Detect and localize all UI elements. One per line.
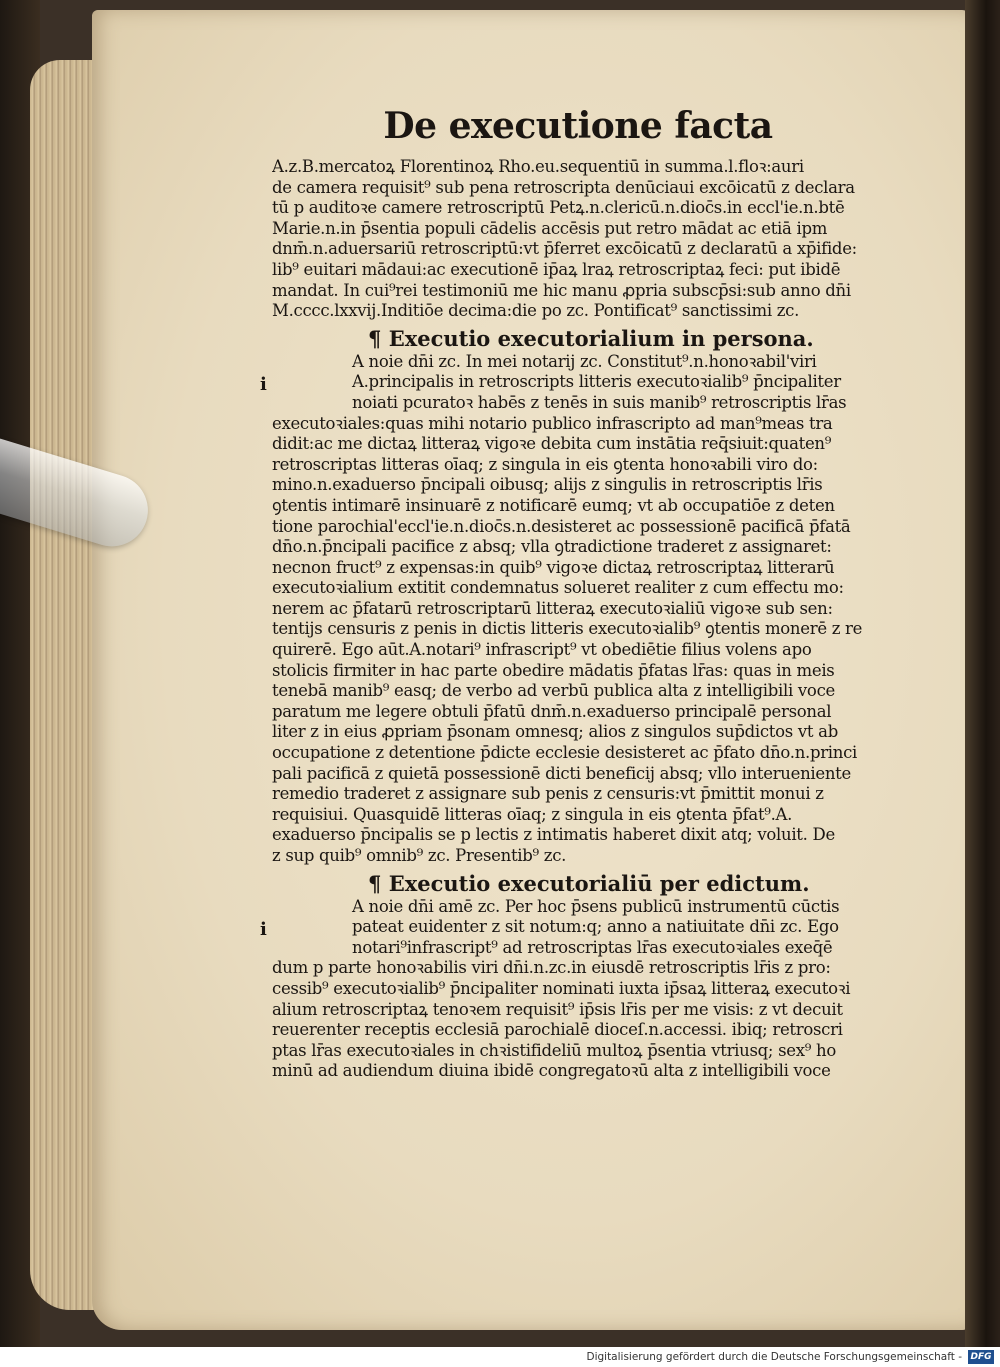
- text-line: requisiui. Quasquidē litteras oīaq; z singula in eis ꝯtenta p̄fat⁹.A.: [272, 804, 793, 824]
- text-line: cessib⁹ executoꝛialib⁹ p̄ncipaliter nominati iuxta ip̄saꝝ litteraꝝ executoꝛi: [272, 978, 851, 998]
- paragraph-3: [260, 896, 884, 1082]
- text-line: tenebā manib⁹ easq; de verbo ad verbū publica alta z intelligibili voce: [272, 681, 835, 701]
- text-line: reuerenter receptis ecclesiā parochialē dioceſ.n.accessi. ibiq; retroscri: [272, 1020, 843, 1040]
- text-line: pateat euidenter z sit notum:q; anno a natiuitate dn̄i zc. Ego: [352, 917, 839, 937]
- text-line: dn̄o.n.p̄ncipali pacifice z absq; vlla ꝯtradictione traderet z assignaret:: [272, 537, 832, 557]
- text-line: liter z in eius ꝓpriam p̄sonam omnesq; alios z singulos sup̄dictos vt ab: [272, 722, 838, 742]
- text-line: lib⁹ euitari mādaui:ac executionē ip̄aꝝ lraꝝ retroscriptaꝝ feci: put ibidē: [272, 259, 841, 279]
- page-stack-edges: [30, 60, 100, 1310]
- section-heading-2-text: Executio executorialiū per edictum.: [388, 870, 810, 896]
- text-line: Marie.n.in p̄sentia populi cādelis accēsis put retro mādat ac etiā ipm: [272, 218, 828, 238]
- text-line: executoꝛiales:quas mihi notario publico infrascripto ad man⁹meas tra: [272, 413, 833, 433]
- section-heading-1: [272, 326, 884, 352]
- dfg-logo: DFG: [968, 1350, 994, 1364]
- text-line: pali pacificā z quietā possessionē dicti beneficij absq; vllo interueniente: [272, 763, 851, 783]
- lombard-initial-1: i: [260, 373, 267, 395]
- text-line: tione parochial'eccl'ie.n.dioc̄s.n.desisteret ac possessionē pacificā p̄fatā: [272, 516, 851, 536]
- text-line: A noie dn̄i zc. In mei notarij zc. Constitut⁹.n.honoꝛabil'viri: [352, 351, 817, 371]
- text-line: retroscriptas litteras oīaq; z singula in eis ꝯtenta honoꝛabili viro do:: [272, 454, 818, 474]
- lombard-initial-2: i: [260, 918, 267, 940]
- text-line: mino.n.exaduerso p̄ncipali oibusq; alijs z singulis in retroscriptis lr̄is: [272, 475, 823, 495]
- text-line: A.principalis in retroscript̄s litteris executoꝛialib⁹ p̄ncipaliter: [352, 372, 841, 392]
- footer-bar: [0, 1347, 1000, 1367]
- text-line: mandat. In cui⁹rei testimoniū me hic manu ꝓpria subscp̄si:sub anno dn̄i: [272, 280, 851, 300]
- text-line: dum p parte honoꝛabilis viri dn̄i.n.zc.in eiusdē retroscriptis lr̄is z pro:: [272, 958, 831, 978]
- text-line: ꝯtentis intimarē insinuarē z notificarē eumq; vt ab occupatiōe z deten: [272, 495, 835, 515]
- paragraph-2: [260, 351, 884, 867]
- text-line: de camera requisit⁹ sub pena retroscripta denūciaui excōicatū z declara: [272, 177, 855, 197]
- text-line: noiati pcuratoꝛ habēs z tenēs in suis manib⁹ retroscriptis lr̄as: [352, 392, 847, 412]
- text-line: A noie dn̄i amē zc. Per hoc p̄sens publicū instrumentū cūctis: [352, 896, 840, 916]
- text-line: M.cccc.lxxvij.Inditiōe decima:die po zc. Pontificat⁹ sanctissimi zc.: [272, 301, 800, 321]
- footer-credit: Digitalisierung gefördert durch die Deutsche Forschungsgemeinschaft -: [586, 1351, 962, 1363]
- running-head: De executione facta: [383, 105, 773, 147]
- text-line: occupatione z detentione p̄dicte ecclesie desisteret ac p̄fato dn̄o.n.princi: [272, 743, 858, 763]
- text-line: paratum me legere obtuli p̄fatū dnm̄.n.exaduerso principalē personal: [272, 701, 832, 721]
- text-line: quirerē. Ego aūt.A.notari⁹ infrascript⁹ vt obediētie filius volens apo: [272, 640, 812, 660]
- book-gutter: [965, 0, 1000, 1347]
- text-line: dnm̄.n.aduersariū retroscriptū:vt p̄ferret excōicatū z declaratū a xp̄ifide:: [272, 239, 857, 259]
- page-text: [260, 105, 884, 1082]
- text-line: alium retroscriptaꝝ tenoꝛem requisit⁹ ip̄sis lr̄is per me visis: z vt decuit: [272, 999, 843, 1019]
- text-line: executoꝛialium extitit condemnatus solueret realiter z cum effectu mo:: [272, 578, 844, 598]
- text-line: z sup quib⁹ omnib⁹ zc. Presentib⁹ zc.: [272, 846, 567, 865]
- text-line: tū p auditoꝛe camere retroscriptū Petꝝ.n.clericū.n.dioc̄s.in eccl'ie.n.btē: [272, 198, 845, 218]
- text-line: nerem ac p̄fatarū retroscriptarū litteraꝝ executoꝛialiū vigoꝛe sub sen:: [272, 598, 833, 618]
- section-heading-1-text: Executio executorialium in persona.: [388, 325, 814, 351]
- text-line: stolicis firmiter in hac parte obedire mādatis p̄fatas lr̄as: quas in meis: [272, 660, 835, 680]
- text-line: necnon fruct⁹ z expensas:in quib⁹ vigoꝛe dictaꝝ retroscriptaꝝ litterarū: [272, 557, 835, 577]
- text-line: A.z.B.mercatoꝝ Florentinoꝝ Rho.eu.sequentiū in summa.l.floꝛ:auri: [272, 157, 804, 176]
- text-line: minū ad audiendum diuina ibidē congregatoꝛū alta z intelligibili voce: [272, 1061, 831, 1081]
- section-heading-2: [272, 871, 884, 897]
- paragraph-1: [272, 157, 884, 322]
- text-line: ptas lr̄as executoꝛiales in chꝛistifideliū multoꝝ p̄sentia vtriusq; sex⁹ ho: [272, 1040, 836, 1060]
- pilcrow-mark: ¶: [368, 325, 382, 351]
- text-line: exaduerso p̄ncipalis se p lectis z intimatis haberet dixit atq; voluit. De: [272, 825, 835, 845]
- text-line: remedio traderet z assignare sub penis z censuris:vt p̄mittit monui z: [272, 784, 824, 804]
- text-line: didit:ac me dictaꝝ litteraꝝ vigoꝛe debita cum instātia req̄siuit:quaten⁹: [272, 434, 832, 454]
- text-line: notari⁹infrascript⁹ ad retroscriptas lr̄as executoꝛiales exeq̄ē: [352, 937, 833, 957]
- pilcrow-mark: ¶: [368, 870, 382, 896]
- text-line: tentijs censuris z penis in dictis litteris executoꝛialib⁹ ꝯtentis monerē z re: [272, 619, 863, 639]
